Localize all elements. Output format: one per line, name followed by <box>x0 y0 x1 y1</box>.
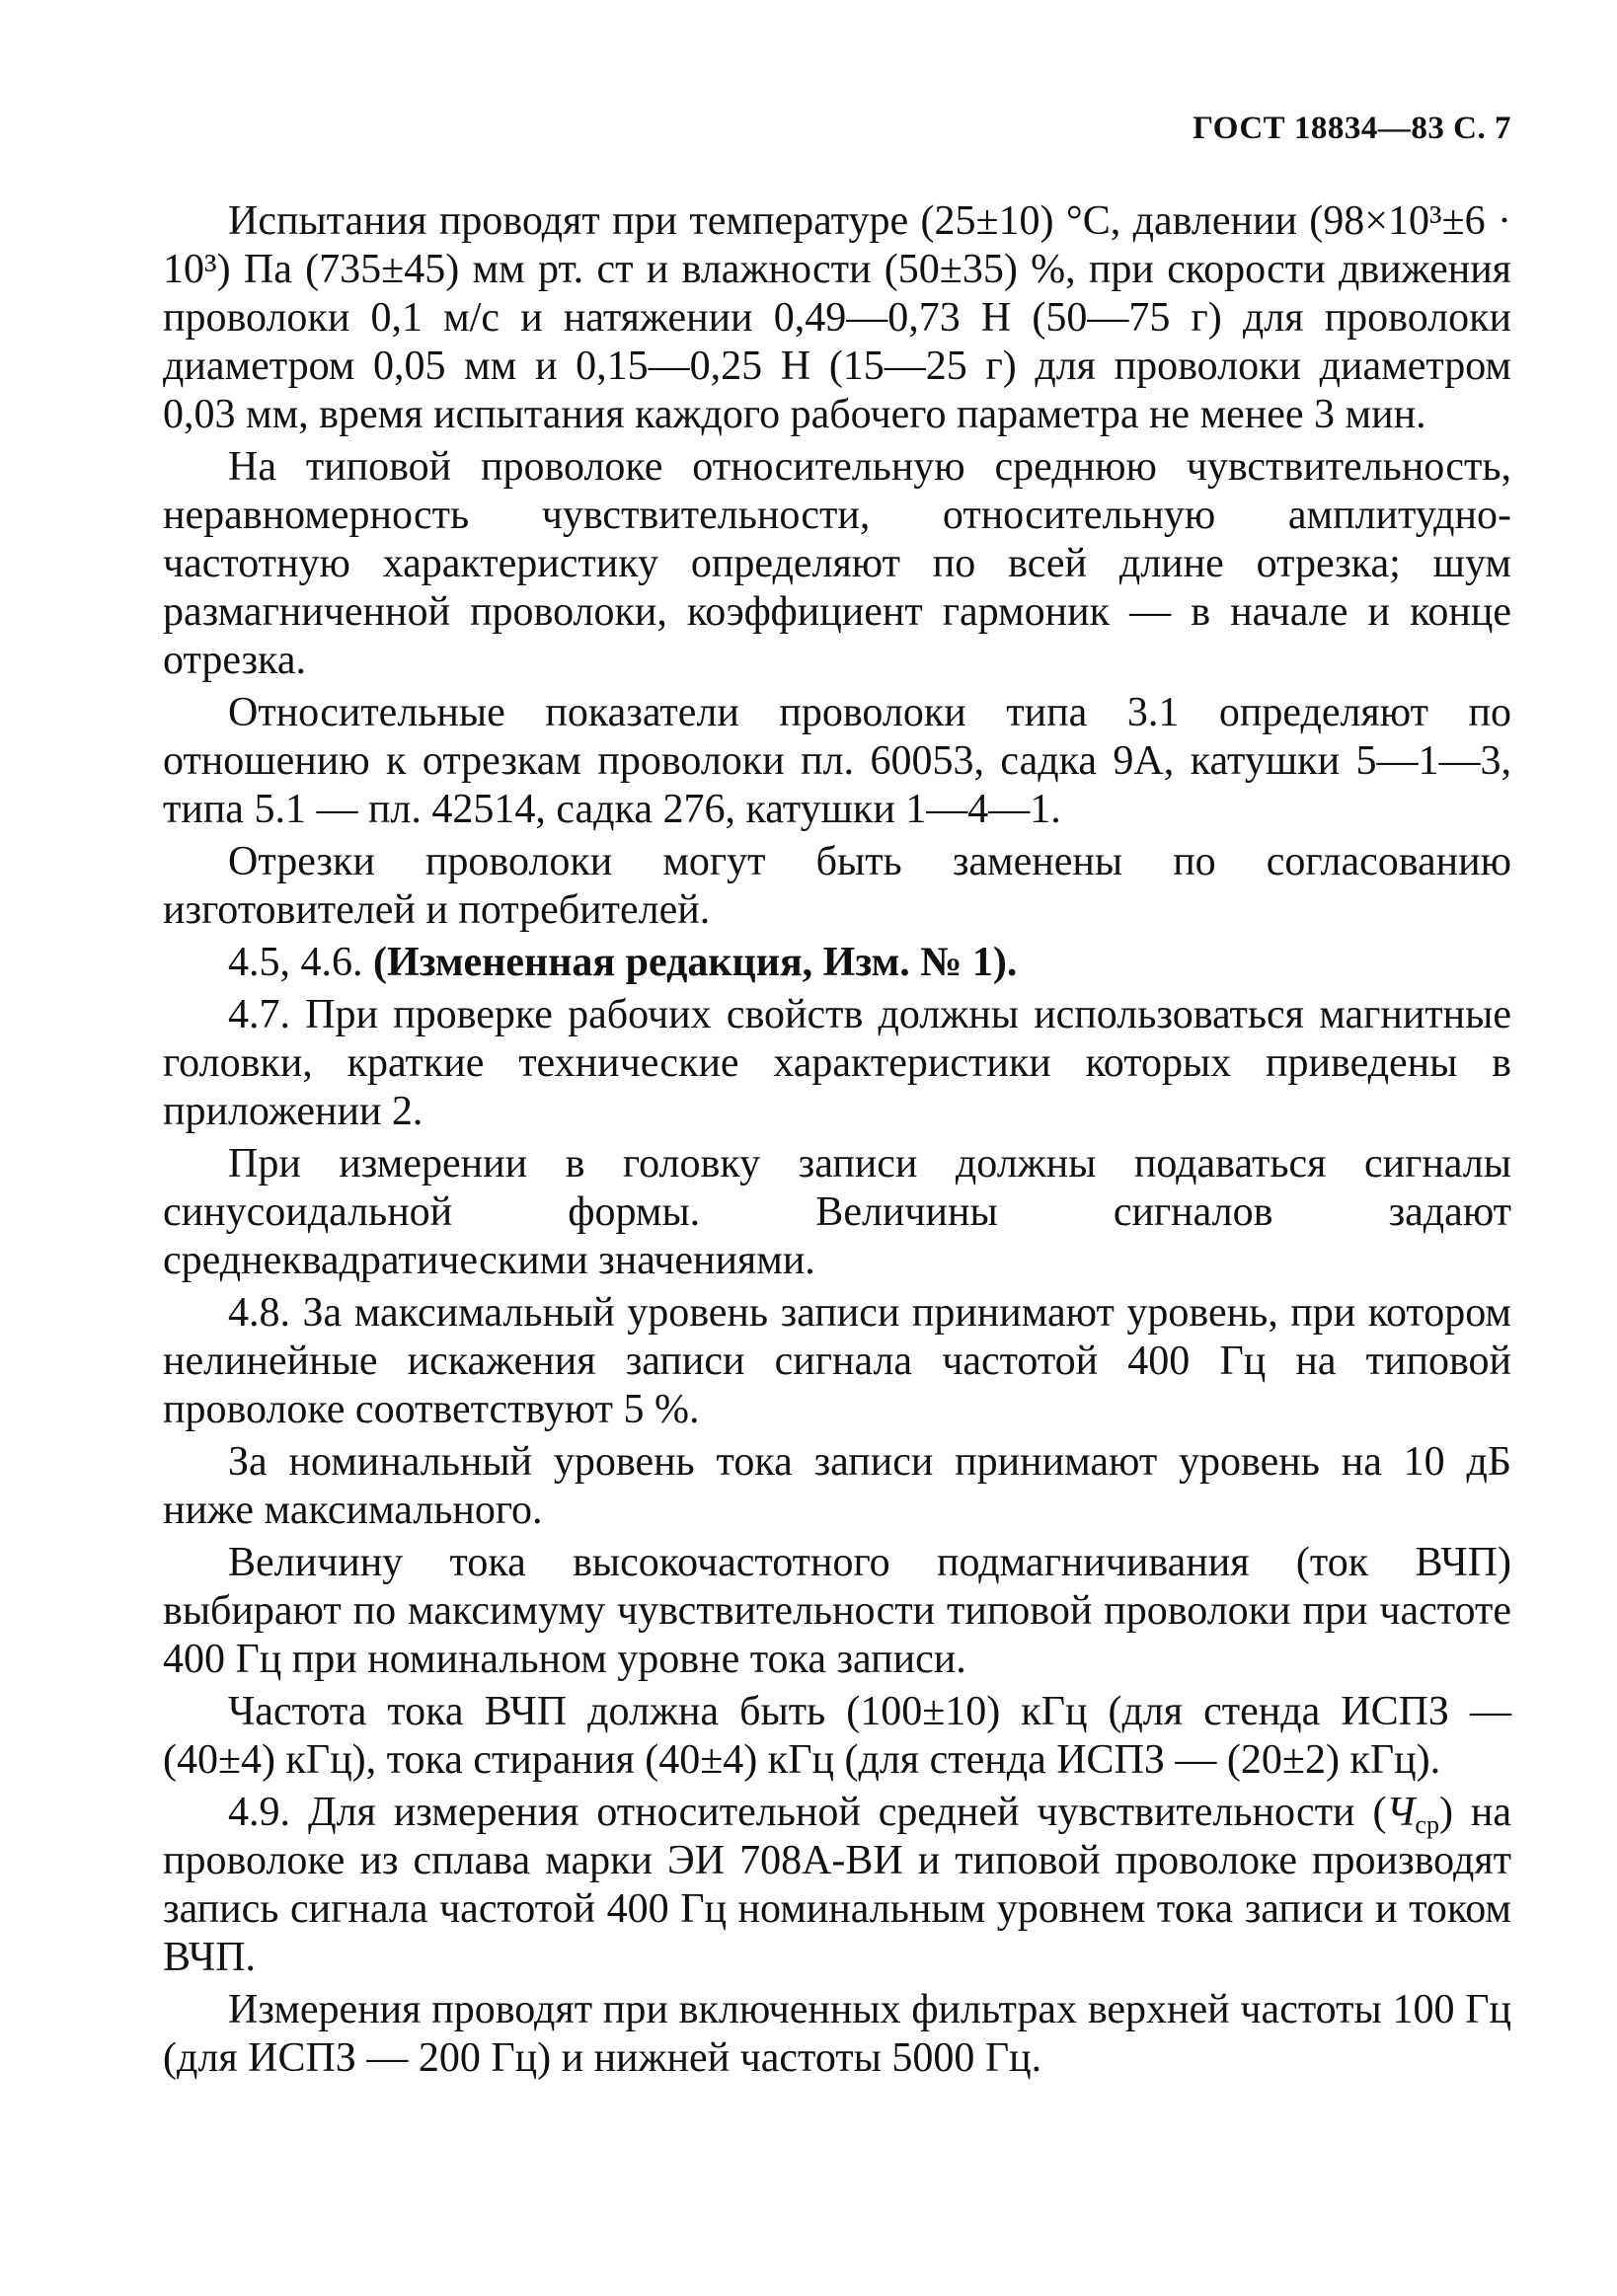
amendment-number: 4.5, 4.6. <box>228 940 363 985</box>
paragraph-relative-indicators: Относительные показатели проволоки типа 3.1 определяют по отношению к отрезкам проволоки пл. 60053, садка 9А, катушки 5—1—3, типа 5.1 — пл. 42514, садка 276, катушки 1—4—1. <box>163 690 1511 832</box>
page-header: ГОСТ 18834—83 С. 7 <box>1193 111 1511 146</box>
para-4-9-after: ) на проволоке из сплава марки ЭИ 708А-ВИ и типовой проволоке производят запись сигнала частотой 400 Гц номинальным уровнем тока записи и током ВЧП. <box>163 1790 1511 1980</box>
document-body <box>163 197 1511 2087</box>
paragraph-signal-form: При измерении в головку записи должны подаваться сигналы синусоидальной формы. Величины сигналов задают среднеквадратическими значениями. <box>163 1141 1511 1283</box>
paragraph-test-conditions: Испытания проводят при температуре (25±10) °С, давлении (98×10³±6 · 10³) Па (735±45) мм рт. ст и влажности (50±35) %, при скорости движения проволоки 0,1 м/с и натяжении 0,49—0,73 Н (50—75 г) для проволоки диаметром 0,05 мм и 0,15—0,25 Н (15—25 г) для проволоки диаметром 0,03 мм, время испытания каждого рабочего параметра не менее 3 мин. <box>163 198 1511 437</box>
sensitivity-symbol: Ч <box>1386 1790 1416 1835</box>
paragraph-filters: Измерения проводят при включенных фильтрах верхней частоты 100 Гц (для ИСПЗ — 200 Гц) и нижней частоты 5000 Гц. <box>163 1987 1511 2081</box>
paragraph-bias-current: Величину тока высокочастотного подмагничивания (ток ВЧП) выбирают по максимуму чувствительности типовой проволоки при частоте 400 Гц при номинальном уровне тока записи. <box>163 1540 1511 1682</box>
paragraph-amendment <box>163 939 1511 987</box>
paragraph-4-7: 4.7. При проверке рабочих свойств должны использоваться магнитные головки, краткие технические характеристики которых приведены в приложении 2. <box>163 992 1511 1134</box>
paragraph-nominal-level: За номинальный уровень тока записи принимают уровень на 10 дБ ниже максимального. <box>163 1439 1511 1533</box>
paragraph-4-9 <box>163 1789 1511 1982</box>
sensitivity-subscript: ср <box>1415 1810 1439 1839</box>
paragraph-4-8: 4.8. За максимальный уровень записи принимают уровень, при котором нелинейные искажения записи сигнала частотой 400 Гц на типовой проволоке соответствуют 5 %. <box>163 1290 1511 1432</box>
amendment-note: (Измененная редакция, Изм. № 1). <box>373 940 1018 985</box>
paragraph-typical-wire: На типовой проволоке относительную среднюю чувствительность, неравномерность чувствительности, относительную амплитудно-частотную характеристику определяют по всей длине отрезка; шум размагниченной проволоки, коэффициент гармоник — в начале и конце отрезка. <box>163 444 1511 683</box>
paragraph-bias-frequency: Частота тока ВЧП должна быть (100±10) кГц (для стенда ИСПЗ — (40±4) кГц), тока стирания (40±4) кГц (для стенда ИСПЗ — (20±2) кГц). <box>163 1689 1511 1783</box>
para-4-9-before: 4.9. Для измерения относительной средней чувствительности ( <box>228 1790 1387 1835</box>
paragraph-wire-replacement: Отрезки проволоки могут быть заменены по согласованию изготовителей и потребителей. <box>163 839 1511 933</box>
